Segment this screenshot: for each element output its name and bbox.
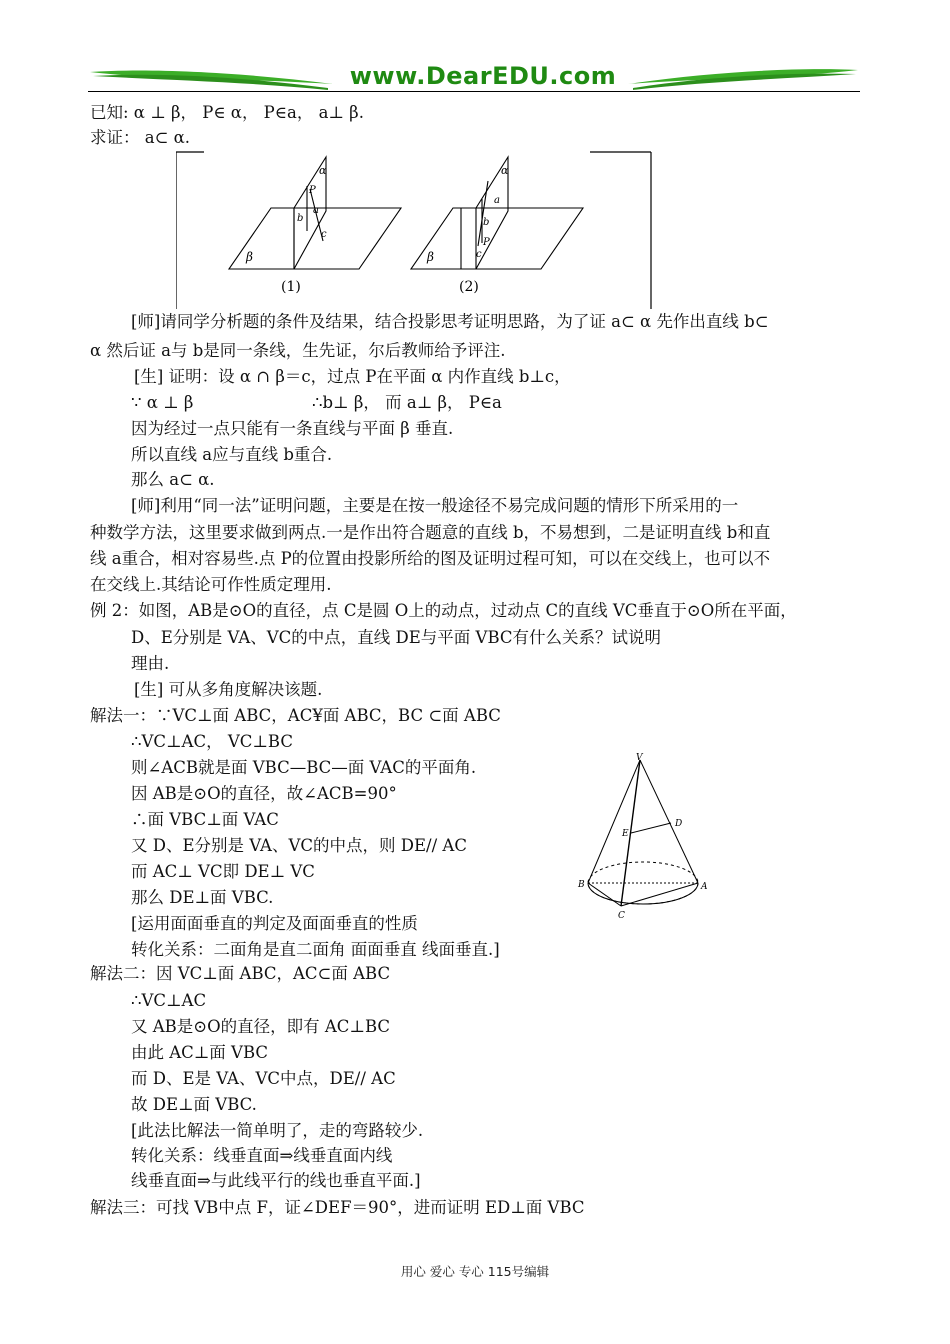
solution-note: 转化关系：二面角是直二面角 面面垂直 线面垂直.] — [131, 940, 500, 959]
teacher-paragraph-2: [师]利用“同一法”证明问题，主要是在按一般途径不易完成问题的情形下所采用的一 — [131, 496, 739, 515]
teacher-paragraph-1b: α 然后证 a与 b是同一条线，生先证，尔后教师给予评注. — [90, 341, 506, 360]
solution-note: [运用面面垂直的判定及面面垂直的性质 — [131, 914, 418, 933]
solution-note: [此法比解法一简单明了，走的弯路较少. — [131, 1121, 424, 1140]
given-line: 已知: α ⊥ β， P∈ α， P∈a， a⊥ β. — [90, 103, 364, 122]
solution-note: 转化关系：线垂直面⇒线垂直面内线 — [131, 1146, 393, 1165]
solution-step: 又 D、E分别是 VA、VC的中点，则 DE// AC — [131, 836, 467, 855]
page-footer: 用心 爱心 专心 115号编辑 — [400, 1264, 550, 1279]
solution-step: 又 AB是⊙O的直径，即有 AC⊥BC — [131, 1017, 390, 1036]
a-label: a — [494, 195, 500, 206]
proof-step: 所以直线 a应与直线 b重合. — [131, 445, 333, 464]
solution-step: ∴VC⊥AC， VC⊥BC — [131, 732, 293, 751]
point-c-label: C — [618, 911, 625, 921]
b-label: b — [297, 213, 304, 224]
teacher-paragraph-2c: 线 a重合，相对容易些.点 P的位置由投影所给的图及证明过程可知，可以在交线上，也可以不 — [90, 549, 771, 568]
proof-step: ∵ α ⊥ β — [131, 393, 194, 412]
header-rule — [88, 91, 860, 92]
solution-3-title: 解法三：可找 VB中点 F，证∠DEF＝90°，进而证明 ED⊥面 VBC — [90, 1198, 585, 1217]
alpha-label: α — [501, 164, 509, 177]
figure-caption: (2) — [459, 279, 479, 295]
site-logo-text[interactable]: www.DearEDU.com — [349, 62, 617, 90]
p-label: P — [309, 185, 316, 196]
b-label: b — [483, 217, 490, 228]
teacher-paragraph-2b: 种数学方法，这里要求做到两点.一是作出符合题意的直线 b，不易想到，二是证明直线 b和直 — [90, 523, 771, 542]
p-label: P — [483, 237, 490, 248]
solution-step: 故 DE⊥面 VBC. — [131, 1095, 257, 1114]
solution-step: ∴面 VBC⊥面 VAC — [131, 810, 279, 829]
figure-caption: (1) — [281, 279, 301, 295]
proof-step: ∴b⊥ β， 而 a⊥ β， P∈a — [312, 393, 502, 412]
beta-label: β — [246, 250, 253, 264]
prove-line: 求证： a⊂ α. — [90, 128, 191, 147]
c-label: c — [321, 229, 327, 240]
example-2-text: 理由. — [131, 654, 170, 673]
solution-step: 则∠ACB就是面 VBC—BC—面 VAC的平面角. — [131, 758, 477, 777]
alpha-label: α — [319, 164, 327, 177]
planes-figure — [176, 151, 652, 311]
solution-step: 由此 AC⊥面 VBC — [131, 1043, 269, 1062]
point-d-label: D — [675, 819, 683, 829]
point-e-label: E — [622, 829, 629, 839]
site-header — [88, 58, 860, 96]
c-label: c — [476, 249, 482, 260]
student-proof-1: [生] 证明：设 α ∩ β＝c，过点 P在平面 α 内作直线 b⊥c， — [134, 367, 571, 386]
solution-note: 线垂直面⇒与此线平行的线也垂直平面.] — [131, 1171, 421, 1190]
proof-step: 那么 a⊂ α. — [131, 470, 215, 489]
solution-1-title: 解法一：∵VC⊥面 ABC，AC¥面 ABC，BC ⊂面 ABC — [90, 706, 501, 725]
cone-figure — [574, 750, 724, 925]
solution-step: 因 AB是⊙O的直径，故∠ACB=90° — [131, 784, 397, 803]
example-2-title: 例 2：如图，AB是⊙O的直径，点 C是圆 O上的动点，过动点 C的直线 VC垂直于⊙O所在平面， — [90, 601, 797, 620]
solution-step: 而 D、E是 VA、VC中点，DE// AC — [131, 1069, 396, 1088]
example-2-text: D、E分别是 VA、VC的中点，直线 DE与平面 VBC有什么关系？试说明 — [131, 628, 662, 647]
point-a-label: A — [701, 882, 708, 892]
vertex-v-label: V — [636, 753, 643, 763]
solution-step: 而 AC⊥ VC即 DE⊥ VC — [131, 862, 315, 881]
solution-step: 那么 DE⊥面 VBC. — [131, 888, 274, 907]
point-b-label: B — [578, 880, 585, 890]
teacher-paragraph-2d: 在交线上.其结论可作性质定理用. — [90, 575, 332, 594]
a-label: a — [313, 205, 319, 216]
beta-label: β — [427, 250, 434, 264]
solution-step: ∴VC⊥AC — [131, 991, 207, 1010]
solution-2-title: 解法二：因 VC⊥面 ABC，AC⊂面 ABC — [90, 964, 391, 983]
teacher-paragraph-1: [师]请同学分析题的条件及结果，结合投影思考证明思路，为了证 a⊂ α 先作出直线 b⊂ — [131, 312, 769, 331]
proof-step: 因为经过一点只能有一条直线与平面 β 垂直. — [131, 419, 454, 438]
student-remark: [生] 可从多角度解决该题. — [134, 680, 323, 699]
